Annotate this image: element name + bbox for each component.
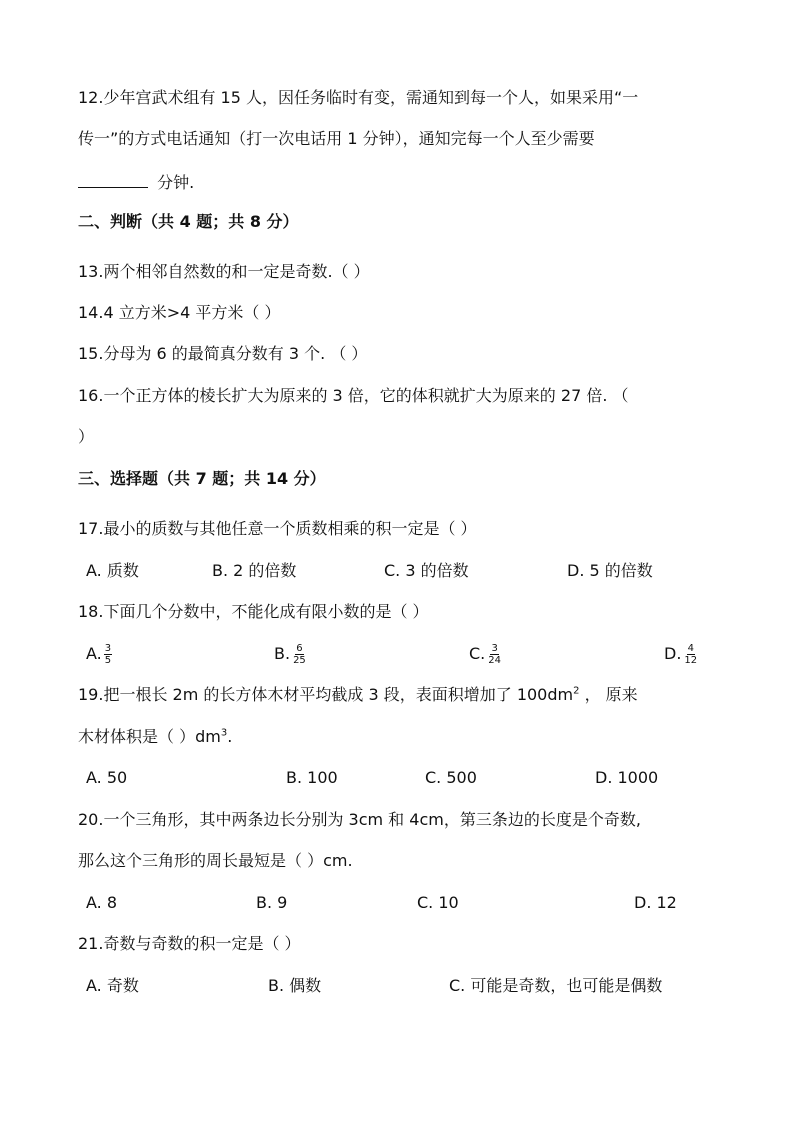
option-label: C. — [469, 644, 486, 663]
option-label: D. — [664, 644, 682, 663]
superscript: 3 — [220, 727, 228, 739]
q16-line-2: ） — [78, 427, 95, 446]
q18-option-b[interactable] — [274, 643, 307, 667]
q19-line-2 — [78, 727, 232, 747]
option-label: B. — [274, 644, 291, 663]
answer-blank[interactable] — [78, 171, 148, 188]
denominator: 25 — [293, 655, 306, 666]
numerator: 6 — [296, 643, 303, 654]
q13: 13.两个相邻自然数的和一定是奇数.（ ） — [78, 262, 370, 281]
q12-line-1: 12.少年宫武术组有 15 人，因任务临时有变，需通知到每一个人，如果采用“一 — [78, 88, 639, 107]
numerator: 4 — [687, 643, 694, 654]
q19-option-b[interactable]: B. 100 — [286, 768, 338, 787]
q19-text: 木材体积是（ ）dm — [78, 727, 221, 746]
section-3-title: 三、选择题（共 7 题；共 14 分） — [78, 469, 326, 488]
q17-stem: 17.最小的质数与其他任意一个质数相乘的积一定是（ ） — [78, 519, 477, 538]
q20-line-1: 20.一个三角形，其中两条边长分别为 3cm 和 4cm，第三条边的长度是个奇数, — [78, 810, 641, 829]
q20-option-c[interactable]: C. 10 — [417, 893, 459, 912]
q18-stem: 18.下面几个分数中，不能化成有限小数的是（ ） — [78, 602, 429, 621]
q17-option-b[interactable]: B. 2 的倍数 — [212, 561, 297, 580]
q21-option-a[interactable]: A. 奇数 — [86, 976, 139, 995]
denominator: 5 — [104, 655, 112, 666]
q19-text-end: ， 原来 — [579, 685, 638, 704]
q21-stem: 21.奇数与奇数的积一定是（ ） — [78, 934, 301, 953]
q14: 14.4 立方米>4 平方米（ ） — [78, 303, 281, 322]
q12-line-3 — [78, 171, 194, 191]
numerator: 3 — [104, 643, 112, 654]
superscript: 2 — [573, 685, 580, 697]
q12-suffix: 分钟. — [152, 173, 195, 192]
q20-option-a[interactable]: A. 8 — [86, 893, 118, 912]
denominator: 24 — [488, 655, 501, 666]
q15: 15.分母为 6 的最简真分数有 3 个. （ ） — [78, 344, 368, 363]
q12-line-2: 传一”的方式电话通知（打一次电话用 1 分钟），通知完每一个人至少需要 — [78, 129, 595, 148]
fraction — [683, 643, 698, 666]
q16-line-1: 16.一个正方体的棱长扩大为原来的 3 倍，它的体积就扩大为原来的 27 倍. （ — [78, 386, 629, 405]
numerator: 3 — [491, 643, 498, 654]
q21-option-c[interactable]: C. 可能是奇数，也可能是偶数 — [449, 976, 663, 995]
q17-option-d[interactable]: D. 5 的倍数 — [567, 561, 653, 580]
q17-option-c[interactable]: C. 3 的倍数 — [384, 561, 469, 580]
q19-option-a[interactable]: A. 50 — [86, 768, 128, 787]
section-2-title: 二、判断（共 4 题；共 8 分） — [78, 212, 299, 231]
q19-option-d[interactable]: D. 1000 — [595, 768, 659, 787]
q20-option-d[interactable]: D. 12 — [634, 893, 677, 912]
fraction — [104, 643, 112, 666]
q19-line-1 — [78, 685, 638, 705]
q18-option-c[interactable] — [469, 643, 502, 667]
option-label: A. — [86, 644, 102, 663]
q18-option-d[interactable] — [664, 643, 698, 667]
q19-text: 19.把一根长 2m 的长方体木材平均截成 3 段，表面积增加了 100dm — [78, 685, 574, 704]
fraction — [292, 643, 307, 666]
q20-option-b[interactable]: B. 9 — [256, 893, 288, 912]
fraction — [487, 643, 502, 666]
q19-text-end: . — [227, 727, 233, 746]
q17-option-a[interactable]: A. 质数 — [86, 561, 139, 580]
q20-line-2: 那么这个三角形的周长最短是（ ）cm. — [78, 851, 353, 870]
q18-option-a[interactable] — [86, 643, 112, 667]
q19-option-c[interactable]: C. 500 — [425, 768, 477, 787]
denominator: 12 — [684, 655, 698, 666]
q21-option-b[interactable]: B. 偶数 — [268, 976, 322, 995]
